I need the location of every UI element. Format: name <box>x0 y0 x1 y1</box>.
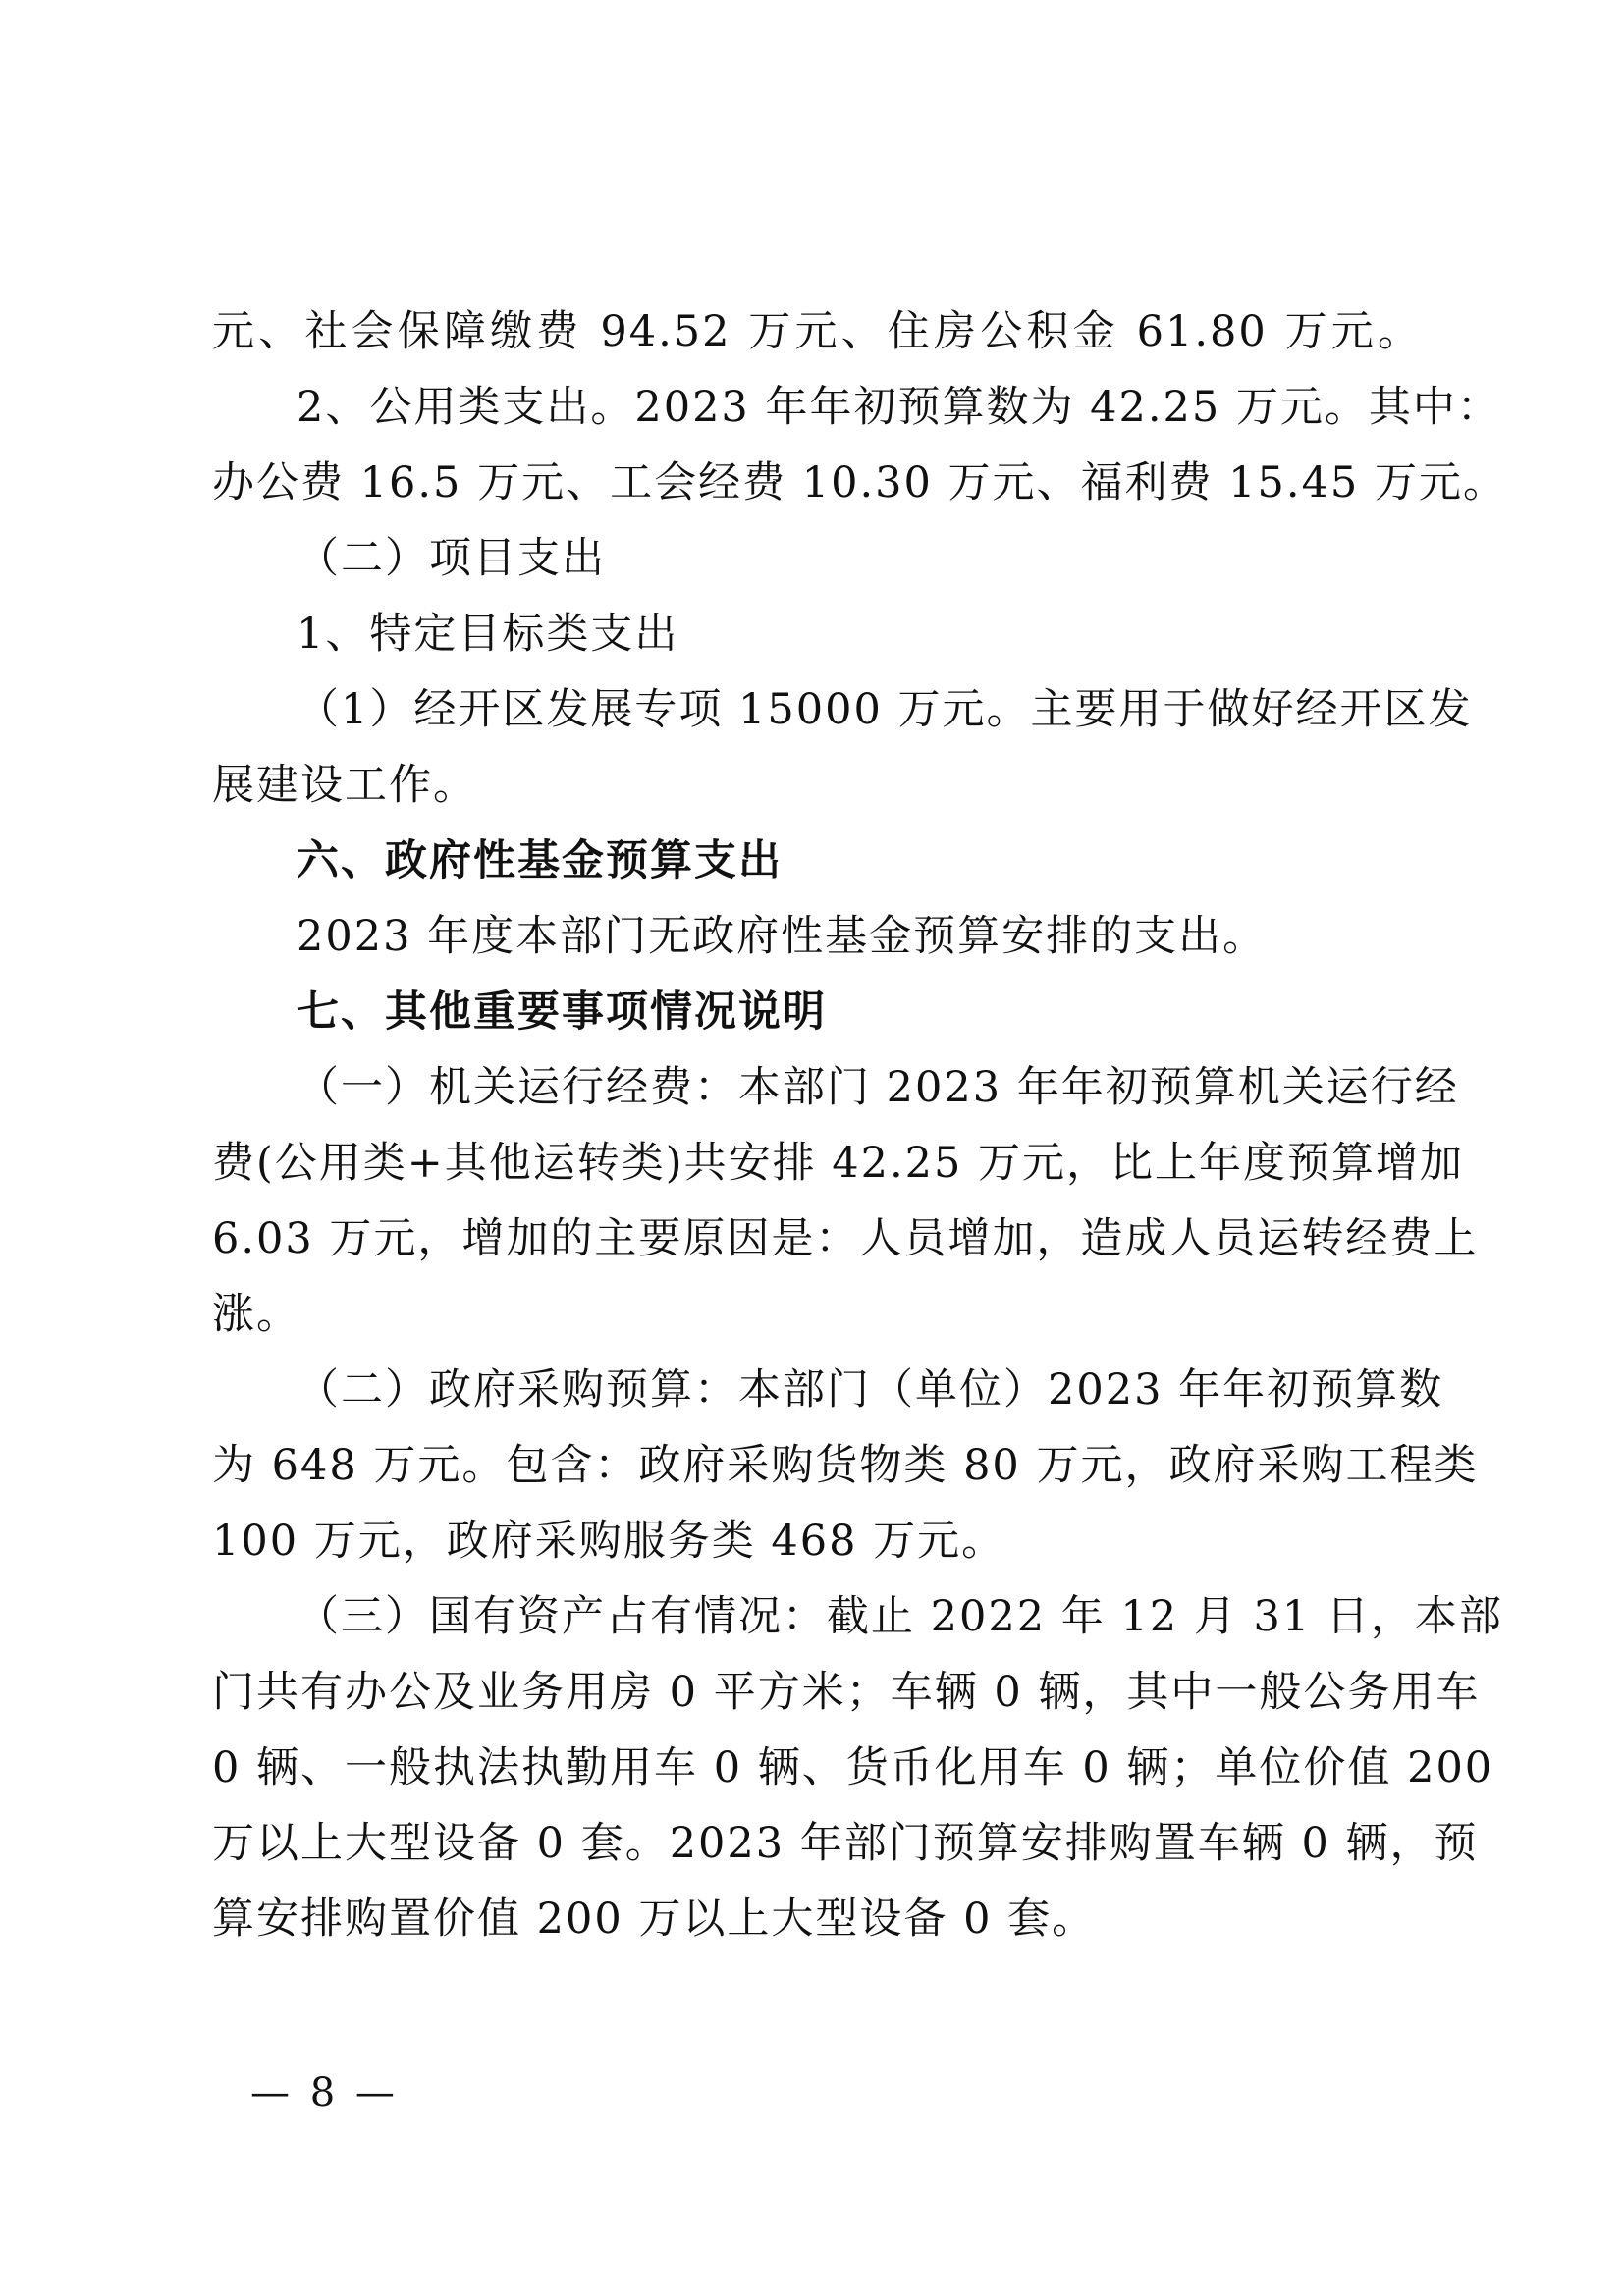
text-line: 办公费 16.5 万元、工会经费 10.30 万元、福利费 15.45 万元。 <box>212 458 1507 507</box>
text-line: 门共有办公及业务用房 0 平方米；车辆 0 辆，其中一般公务用车 <box>212 1668 1481 1717</box>
text-line: 涨。 <box>212 1290 300 1339</box>
text-line: 算安排购置价值 200 万以上大型设备 0 套。 <box>212 1895 1097 1944</box>
text-line: 为 648 万元。包含：政府采购货物类 80 万元，政府采购工程类 <box>212 1441 1479 1490</box>
text-line: 0 辆、一般执法执勤用车 0 辆、货币化用车 0 辆；单位价值 200 <box>212 1743 1494 1792</box>
chapter-heading: 六、政府性基金预算支出 <box>297 836 783 885</box>
text-line: 2023 年度本部门无政府性基金预算安排的支出。 <box>297 912 1268 961</box>
text-line: 万以上大型设备 0 套。2023 年部门预算安排购置车辆 0 辆，预 <box>212 1819 1479 1868</box>
section-heading: （二）项目支出 <box>297 534 606 583</box>
subsection-heading: 1、特定目标类支出 <box>297 610 679 659</box>
text-line: 元、社会保障缴费 94.52 万元、住房公积金 61.80 万元。 <box>212 307 1422 356</box>
text-line: 2、公用类支出。2023 年年初预算数为 42.25 万元。其中： <box>297 383 1501 432</box>
text-line: 6.03 万元，增加的主要原因是：人员增加，造成人员运转经费上 <box>212 1214 1479 1263</box>
text-line: （一）机关运行经费：本部门 2023 年年初预算机关运行经 <box>297 1063 1459 1112</box>
text-line: （三）国有资产占有情况：截止 2022 年 12 月 31 日，本部 <box>297 1592 1503 1641</box>
text-line: （1）经开区发展专项 15000 万元。主要用于做好经开区发 <box>297 685 1473 734</box>
chapter-heading: 七、其他重要事项情况说明 <box>297 988 827 1037</box>
text-line: （二）政府采购预算：本部门（单位）2023 年年初预算数 <box>297 1365 1444 1415</box>
text-line: 费(公用类+其他运转类)共安排 42.25 万元，比上年度预算增加 <box>212 1139 1465 1188</box>
text-line: 100 万元，政府采购服务类 468 万元。 <box>212 1517 1006 1566</box>
text-line: 展建设工作。 <box>212 761 477 810</box>
page-number: — 8 — <box>250 2070 399 2115</box>
